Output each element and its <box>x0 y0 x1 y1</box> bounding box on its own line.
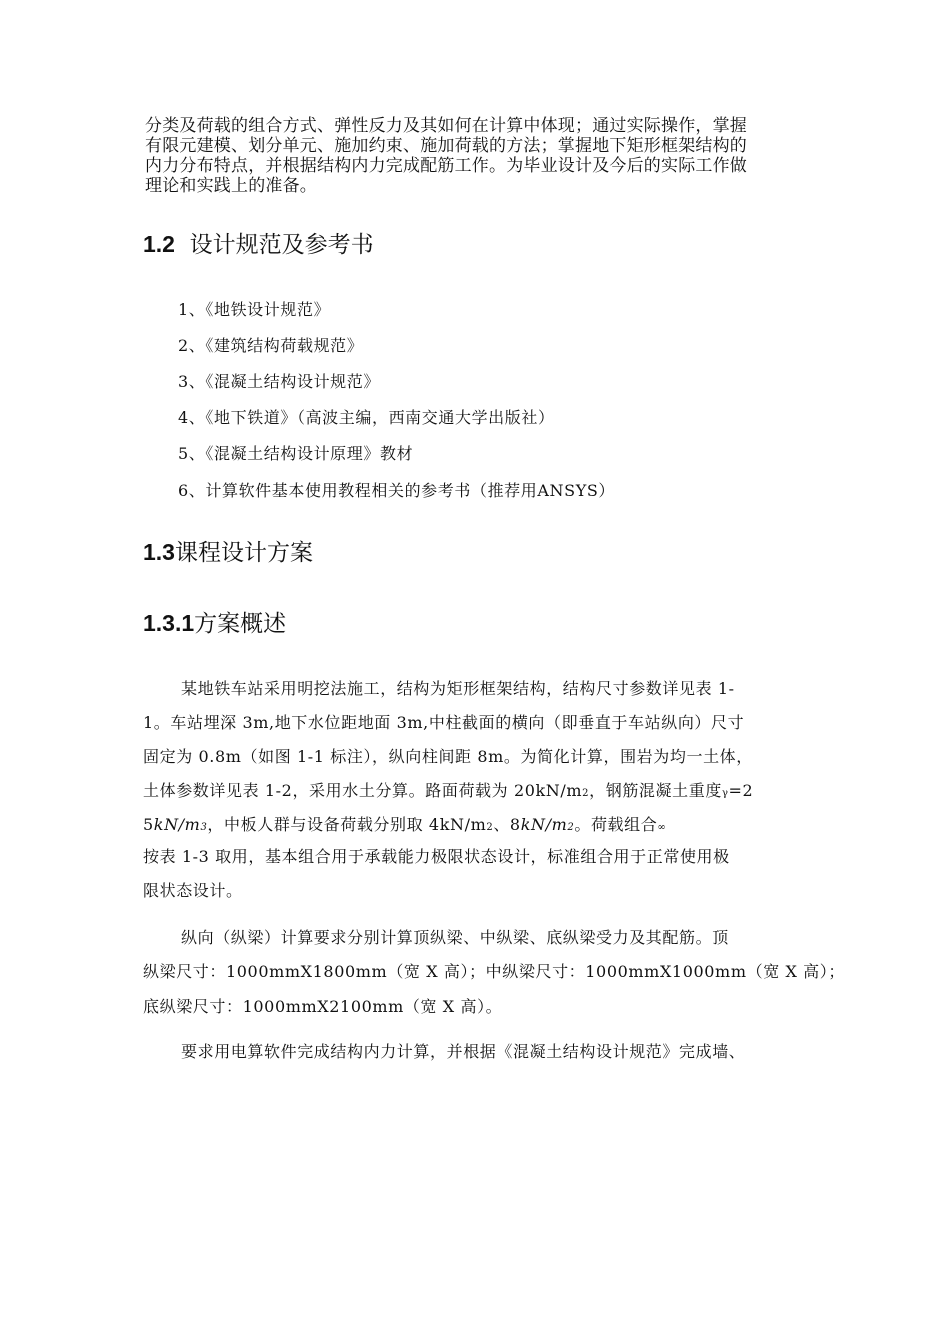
reference-item: 2、《建筑结构荷载规范》 <box>178 336 364 355</box>
text-run: 。荷载组合 <box>574 815 658 834</box>
intro-line: 理论和实践上的准备。 <box>145 176 317 196</box>
unit-text: kN/m <box>520 815 568 834</box>
paragraph-line: 按表 1-3 取用，基本组合用于承载能力极限状态设计，标准组合用于正常使用极 <box>143 847 730 866</box>
section-heading-1-2 <box>143 229 374 260</box>
section-title: 设计规范及参考书 <box>189 232 374 258</box>
section-number: 1.3.1 <box>143 610 195 636</box>
section-title: 课程设计方案 <box>174 540 313 566</box>
paragraph-line: 1。车站埋深 3m,地下水位距地面 3m,中柱截面的横向（即垂直于车站纵向）尺寸 <box>143 713 745 732</box>
subscript: 2 <box>567 822 575 833</box>
section-number: 1.3 <box>143 539 175 565</box>
text-run: 、8 <box>493 815 521 834</box>
paragraph-line: 要求用电算软件完成结构内力计算，并根据《混凝土结构设计规范》完成墙、 <box>181 1042 746 1061</box>
section-heading-1-3-1 <box>143 608 286 639</box>
paragraph-line: 固定为 0.8m（如图 1-1 标注），纵向柱间距 8m。为简化计算，围岩为均一土体， <box>143 747 753 766</box>
section-title: 方案概述 <box>194 611 287 637</box>
intro-line: 有限元建模、划分单元、施加约束、施加荷载的方法；掌握地下矩形框架结构的 <box>145 136 747 156</box>
paragraph-line: 纵梁尺寸：1000mmX1800mm（宽 X 高）；中纵梁尺寸：1000mmX1000mm（宽 X 高）； <box>143 962 845 981</box>
reference-item: 4、《地下铁道》（高波主编，西南交通大学出版社） <box>178 408 555 427</box>
gamma-symbol: γ <box>721 788 729 799</box>
intro-line: 分类及荷载的组合方式、弹性反力及其如何在计算中体现；通过实际操作，掌握 <box>145 116 747 136</box>
section-number: 1.2 <box>143 231 175 257</box>
reference-item: 5、《混凝土结构设计原理》教材 <box>178 444 414 463</box>
paragraph-line: 某地铁车站采用明挖法施工，结构为矩形框架结构，结构尺寸参数详见表 1- <box>181 679 735 698</box>
reference-item: 6、计算软件基本使用教程相关的参考书（推荐用ANSYS） <box>178 481 616 500</box>
paragraph-line <box>143 780 753 805</box>
symbol: ∞ <box>657 822 667 833</box>
subscript: 2 <box>486 822 494 833</box>
text-run: 土体参数详见表 1-2，采用水土分算。路面荷载为 20kN/m <box>143 781 583 800</box>
paragraph-line: 限状态设计。 <box>143 881 243 900</box>
unit-text: kN/m <box>153 815 201 834</box>
text-run: ，钢筋混凝土重度 <box>589 781 722 800</box>
text-run: ，中板人群与设备荷载分别取 4kN/m <box>207 815 487 834</box>
subscript: 3 <box>200 822 208 833</box>
subscript: 2 <box>582 788 590 799</box>
text-run: =2 <box>728 781 754 800</box>
paragraph-line <box>143 814 666 839</box>
intro-line: 内力分布特点，并根据结构内力完成配筋工作。为毕业设计及今后的实际工作做 <box>145 156 747 176</box>
text-run: 5 <box>143 815 154 834</box>
paragraph-line: 纵向（纵梁）计算要求分别计算顶纵梁、中纵梁、底纵梁受力及其配筋。顶 <box>181 928 729 947</box>
paragraph-line: 底纵梁尺寸：1000mmX2100mm（宽 X 高）。 <box>143 997 503 1016</box>
section-heading-1-3 <box>143 537 313 568</box>
reference-item: 3、《混凝土结构设计规范》 <box>178 372 380 391</box>
reference-item: 1、《地铁设计规范》 <box>178 300 331 319</box>
